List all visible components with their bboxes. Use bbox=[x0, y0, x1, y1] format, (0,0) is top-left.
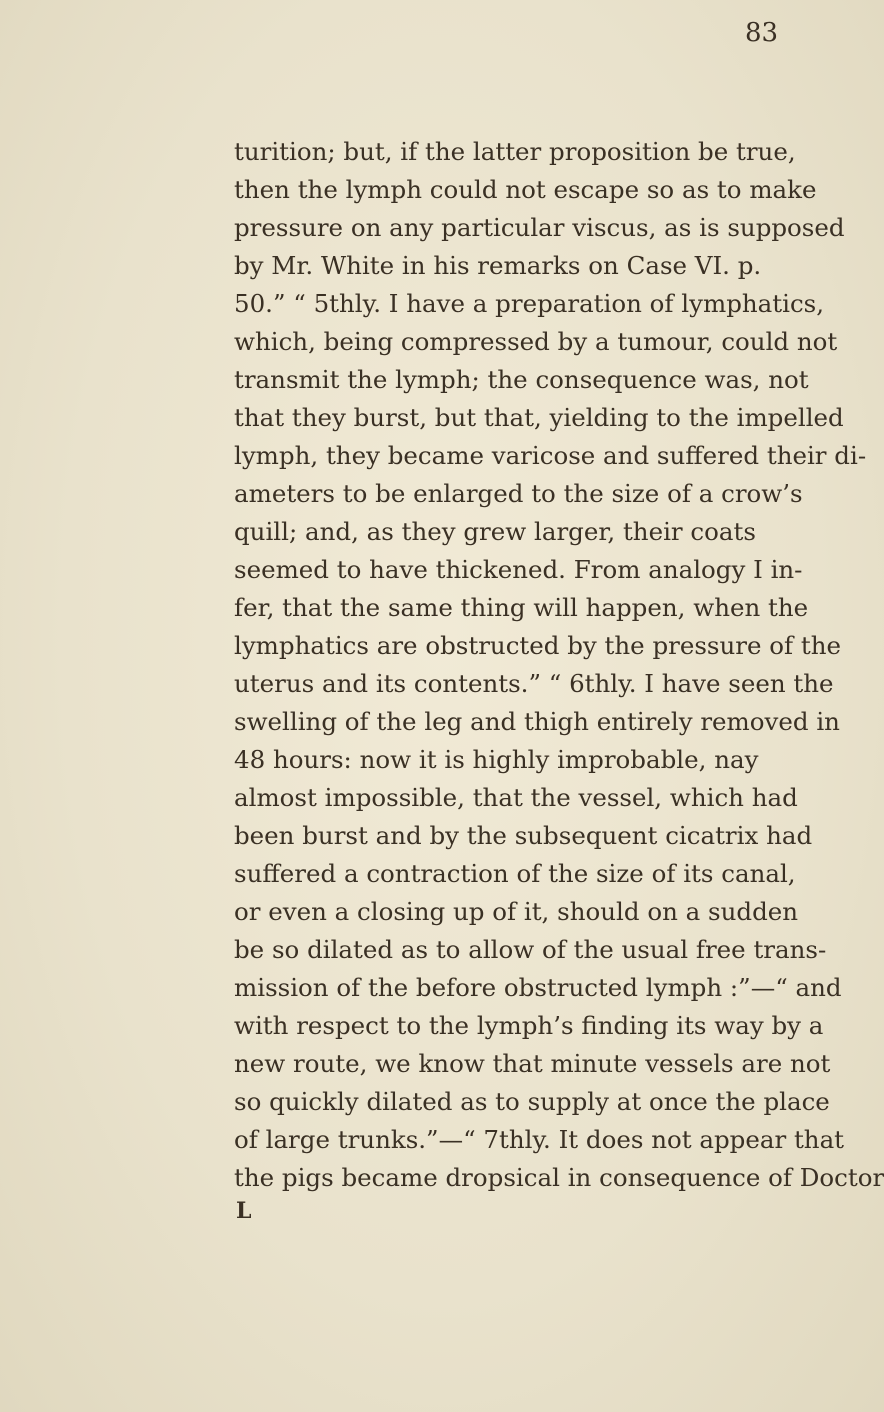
text-line: of large trunks.”—“ 7thly. It does not appear that bbox=[234, 1125, 845, 1154]
signature-mark: L bbox=[236, 1198, 252, 1224]
text-line: lymph, they became varicose and suffered their di- bbox=[234, 441, 867, 470]
text-line: then the lymph could not escape so as to make bbox=[234, 175, 817, 204]
text-line: quill; and, as they grew larger, their coats bbox=[234, 517, 756, 546]
text-line: seemed to have thickened. From analogy I in- bbox=[234, 555, 803, 584]
text-line: mission of the before obstructed lymph :”—“ and bbox=[234, 973, 842, 1002]
text-line: 48 hours: now it is highly improbable, nay bbox=[234, 745, 759, 774]
text-line: almost impossible, that the vessel, which had bbox=[234, 783, 798, 812]
text-line: with respect to the lymph’s finding its way by a bbox=[234, 1011, 824, 1040]
text-line: swelling of the leg and thigh entirely removed in bbox=[234, 707, 840, 736]
text-line: ameters to be enlarged to the size of a crow’s bbox=[234, 479, 803, 508]
text-line: 50.” “ 5thly. I have a preparation of lymphatics, bbox=[234, 289, 825, 318]
text-line: been burst and by the subsequent cicatrix had bbox=[234, 821, 813, 850]
text-line: that they burst, but that, yielding to the impelled bbox=[234, 403, 844, 432]
page-number: 83 bbox=[745, 18, 779, 48]
text-line: be so dilated as to allow of the usual free trans- bbox=[234, 935, 827, 964]
text-line: lymphatics are obstructed by the pressure of the bbox=[234, 631, 841, 660]
text-line: the pigs became dropsical in consequence of Doctor bbox=[234, 1163, 884, 1192]
text-line: pressure on any particular viscus, as is supposed bbox=[234, 213, 845, 242]
text-line: or even a closing up of it, should on a sudden bbox=[234, 897, 799, 926]
text-line: turition; but, if the latter proposition be true, bbox=[234, 137, 796, 166]
text-line: so quickly dilated as to supply at once the place bbox=[234, 1087, 830, 1116]
text-line: new route, we know that minute vessels are not bbox=[234, 1049, 831, 1078]
text-line: by Mr. White in his remarks on Case VI. p. bbox=[234, 251, 762, 280]
text-line: which, being compressed by a tumour, could not bbox=[234, 327, 838, 356]
text-line: suffered a contraction of the size of its canal, bbox=[234, 859, 796, 888]
text-line: uterus and its contents.” “ 6thly. I have seen the bbox=[234, 669, 834, 698]
text-line: fer, that the same thing will happen, when the bbox=[234, 593, 809, 622]
text-line: transmit the lymph; the consequence was, not bbox=[234, 365, 809, 394]
